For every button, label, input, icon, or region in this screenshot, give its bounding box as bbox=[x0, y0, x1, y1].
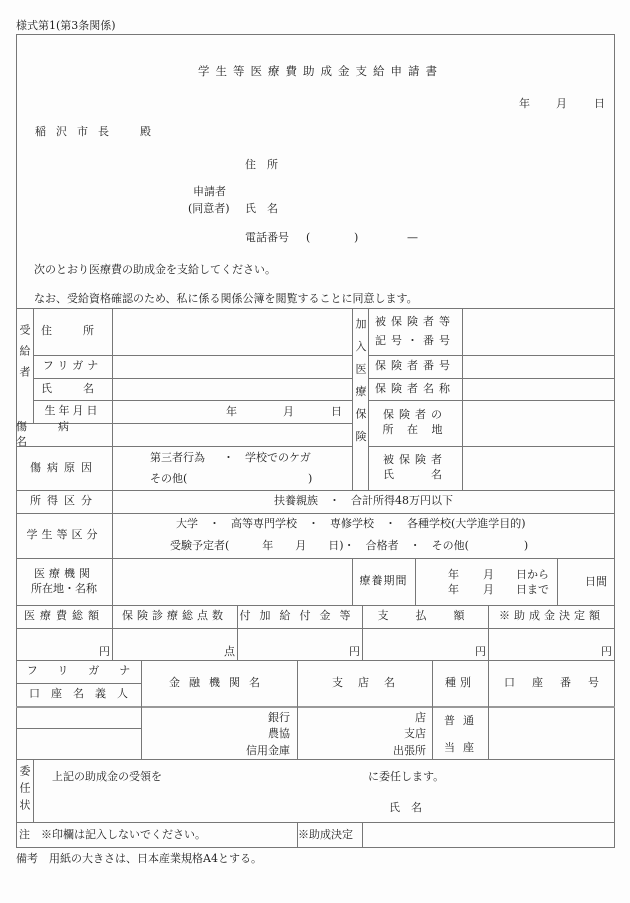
date-day-label: 日 bbox=[594, 97, 605, 110]
account-number-input[interactable] bbox=[489, 707, 614, 759]
phone-dash: — bbox=[407, 231, 418, 244]
injury-name-input[interactable] bbox=[113, 424, 352, 446]
amount-header-additional-benefit bbox=[237, 605, 362, 628]
recipient-address-text: 住 所 bbox=[41, 324, 104, 338]
income-label-text: 所得区分 bbox=[30, 494, 98, 508]
insurer-number-input[interactable] bbox=[463, 356, 614, 378]
insurer-number-label bbox=[368, 355, 462, 378]
medical-institution-line1: 医療機関 bbox=[34, 566, 94, 580]
bank-furigana-text: フリガナ bbox=[26, 664, 151, 678]
date-year-label: 年 bbox=[519, 97, 530, 110]
delegation-name-label: 氏 名 bbox=[389, 801, 422, 814]
amount-header-payment bbox=[362, 605, 488, 628]
amount-header-text: 付加給付金等 bbox=[239, 609, 360, 623]
injury-cause-other[interactable]: その他( bbox=[150, 472, 188, 485]
honorific: 殿 bbox=[140, 125, 151, 138]
bank-branch-label bbox=[297, 660, 432, 706]
treatment-period-text: 療養期間 bbox=[359, 574, 408, 588]
bank-account-number-text: 口座番号 bbox=[504, 675, 616, 689]
account-type-current[interactable]: 当座 bbox=[444, 741, 482, 754]
amount-header-insurance-points bbox=[112, 605, 237, 628]
treatment-period-label bbox=[352, 558, 415, 605]
insured-name-line1: 被保険者 bbox=[383, 453, 447, 467]
applicant-address-label: 住 所 bbox=[245, 158, 278, 171]
recipient-furigana-input[interactable] bbox=[113, 356, 352, 378]
student-label bbox=[16, 513, 112, 558]
bank-account-holder-input[interactable] bbox=[17, 729, 141, 759]
bank-type-label bbox=[432, 660, 488, 706]
insured-number-line2: 記号・番号 bbox=[375, 333, 455, 347]
decision-field bbox=[363, 823, 614, 847]
amount-header-text: 保険診療総点数 bbox=[122, 609, 227, 623]
medical-institution-line2: 所在地・名称 bbox=[31, 581, 97, 595]
phone-paren-close: ) bbox=[354, 231, 359, 244]
birth-year-label: 年 bbox=[226, 405, 237, 418]
grid-line bbox=[16, 759, 615, 760]
insurer-name-label bbox=[368, 378, 462, 400]
bank-account-number-label bbox=[488, 660, 615, 706]
amount-unit-payment: 円 bbox=[475, 645, 486, 658]
branch-type-office[interactable]: 出張所 bbox=[393, 744, 426, 757]
insured-name-input[interactable] bbox=[463, 447, 614, 490]
recipient-name-input[interactable] bbox=[113, 379, 352, 400]
amount-unit-medical-total: 円 bbox=[99, 645, 110, 658]
remark-text: 備考 用紙の大きさは、日本産業規格A4とする。 bbox=[16, 852, 262, 865]
branch-type-store[interactable]: 店 bbox=[415, 711, 426, 724]
note-text: 注 ※印欄は記入しないでください。 bbox=[19, 828, 206, 841]
amount-unit-additional: 円 bbox=[349, 645, 360, 658]
period-days-label: 日間 bbox=[585, 575, 607, 588]
injury-cause-text: 傷病原因 bbox=[30, 460, 98, 474]
insurer-address-label bbox=[368, 400, 462, 446]
bank-account-holder-label bbox=[20, 683, 137, 706]
insurer-address-line1: 保険者の bbox=[383, 408, 447, 422]
applicant-consent-label: (同意者) bbox=[188, 202, 230, 215]
student-options-line2[interactable]: 受験予定者( 年 月 日)・ 合格者 ・ その他( ) bbox=[170, 539, 529, 552]
period-to-month: 月 bbox=[483, 583, 494, 596]
bank-branch-text: 支 店 名 bbox=[332, 675, 397, 689]
medical-institution-label bbox=[16, 558, 112, 605]
date-month-label: 月 bbox=[556, 97, 567, 110]
recipient-address-label bbox=[33, 308, 112, 355]
period-to-year: 年 bbox=[448, 583, 459, 596]
grid-line bbox=[415, 558, 416, 605]
insurer-name-text: 保険者名称 bbox=[375, 381, 455, 395]
amount-unit-subsidy: 円 bbox=[601, 645, 612, 658]
amount-header-text: 支 払 額 bbox=[377, 609, 473, 623]
insurer-address-input[interactable] bbox=[463, 401, 614, 446]
form-title: 学生等医療費助成金支給申請書 bbox=[198, 64, 443, 78]
bank-type-text: 種別 bbox=[445, 675, 475, 689]
amount-unit-points: 点 bbox=[224, 645, 235, 658]
income-options[interactable] bbox=[112, 490, 615, 513]
grid-line bbox=[352, 308, 353, 490]
decision-label: ※助成決定 bbox=[298, 828, 353, 841]
phone-paren-open: ( bbox=[306, 231, 311, 244]
insured-number-input[interactable] bbox=[463, 309, 614, 355]
inst-type-agri[interactable]: 農協 bbox=[268, 727, 290, 740]
applicant-role-label: 申請者 bbox=[193, 185, 226, 198]
injury-cause-third-party[interactable]: 第三者行為 bbox=[150, 451, 205, 464]
form-number: 様式第1(第3条関係) bbox=[16, 19, 116, 32]
grid-line bbox=[16, 628, 615, 629]
bank-account-holder-text: 口座名義人 bbox=[29, 687, 139, 701]
insurer-number-text: 保険者番号 bbox=[375, 359, 455, 373]
injury-name-text: 傷 病 名 bbox=[16, 419, 100, 448]
amount-header-subsidy-decision bbox=[488, 605, 615, 628]
inst-type-credit[interactable]: 信用金庫 bbox=[246, 744, 290, 757]
period-to-day: 日まで bbox=[516, 583, 549, 596]
amount-header-text: ※助成金決定額 bbox=[499, 609, 604, 623]
delegation-text2: に委任します。 bbox=[368, 770, 445, 783]
applicant-name-label: 氏 名 bbox=[245, 202, 278, 215]
recipient-furigana-text: フリガナ bbox=[42, 359, 103, 373]
injury-cause-school[interactable]: 学校でのケガ bbox=[245, 451, 311, 464]
addressee: 稲沢市長 bbox=[35, 125, 119, 138]
bank-institution-text: 金融機関名 bbox=[169, 675, 269, 689]
period-from-year: 年 bbox=[448, 568, 459, 581]
insured-name-line2: 氏 名 bbox=[383, 468, 447, 481]
grid-line bbox=[33, 759, 34, 822]
student-options-line1[interactable]: 大学 ・ 高等専門学校 ・ 専修学校 ・ 各種学校(大学進学目的) bbox=[176, 517, 526, 530]
student-label-text: 学生等区分 bbox=[26, 528, 102, 542]
injury-name-label bbox=[16, 419, 112, 448]
bank-furigana-input[interactable] bbox=[17, 707, 141, 728]
amount-header-text: 医療費総額 bbox=[24, 609, 104, 623]
insurer-address-line2: 所 在 地 bbox=[382, 423, 448, 436]
birth-day-label: 日 bbox=[331, 405, 342, 418]
injury-cause-label bbox=[16, 446, 112, 490]
request-text: 次のとおり医療費の助成金を支給してください。 bbox=[34, 263, 276, 276]
applicant-phone-label: 電話番号 bbox=[245, 231, 289, 244]
account-type-ordinary[interactable]: 普通 bbox=[444, 714, 482, 727]
bank-institution-label bbox=[141, 660, 297, 706]
amount-header-medical-total bbox=[16, 605, 112, 628]
delegation-text1: 上記の助成金の受領を bbox=[52, 770, 162, 783]
insured-number-label bbox=[368, 308, 462, 355]
period-from-day: 日から bbox=[516, 568, 549, 581]
recipient-group-label: 受給者 bbox=[18, 324, 31, 387]
injury-cause-dot: ・ bbox=[223, 451, 234, 464]
consent-text: なお、受給資格確認のため、私に係る関係公簿を閲覧することに同意します。 bbox=[34, 292, 418, 305]
branch-type-branch[interactable]: 支店 bbox=[404, 727, 426, 740]
medical-institution-input[interactable] bbox=[113, 559, 352, 605]
insured-number-line1: 被保険者等 bbox=[375, 314, 455, 328]
income-label bbox=[16, 490, 112, 513]
birth-month-label: 月 bbox=[283, 405, 294, 418]
recipient-birthdate-text: 生年月日 bbox=[44, 404, 101, 418]
insured-name-label bbox=[368, 446, 462, 490]
insurance-group-label: 加入医療保険 bbox=[354, 318, 367, 453]
recipient-address-input[interactable] bbox=[113, 309, 352, 355]
recipient-name-text: 氏 名 bbox=[41, 381, 104, 395]
income-options-text: 扶養親族 ・ 合計所得48万円以下 bbox=[274, 494, 453, 508]
inst-type-bank[interactable]: 銀行 bbox=[268, 711, 290, 724]
grid-line bbox=[557, 558, 558, 605]
injury-cause-other-close: ) bbox=[308, 472, 313, 485]
insurer-name-input[interactable] bbox=[463, 379, 614, 400]
bank-furigana-label bbox=[20, 660, 151, 683]
recipient-furigana-label bbox=[33, 355, 112, 378]
recipient-name-label bbox=[33, 378, 112, 400]
delegation-label: 委任状 bbox=[18, 765, 31, 816]
period-from-month: 月 bbox=[483, 568, 494, 581]
